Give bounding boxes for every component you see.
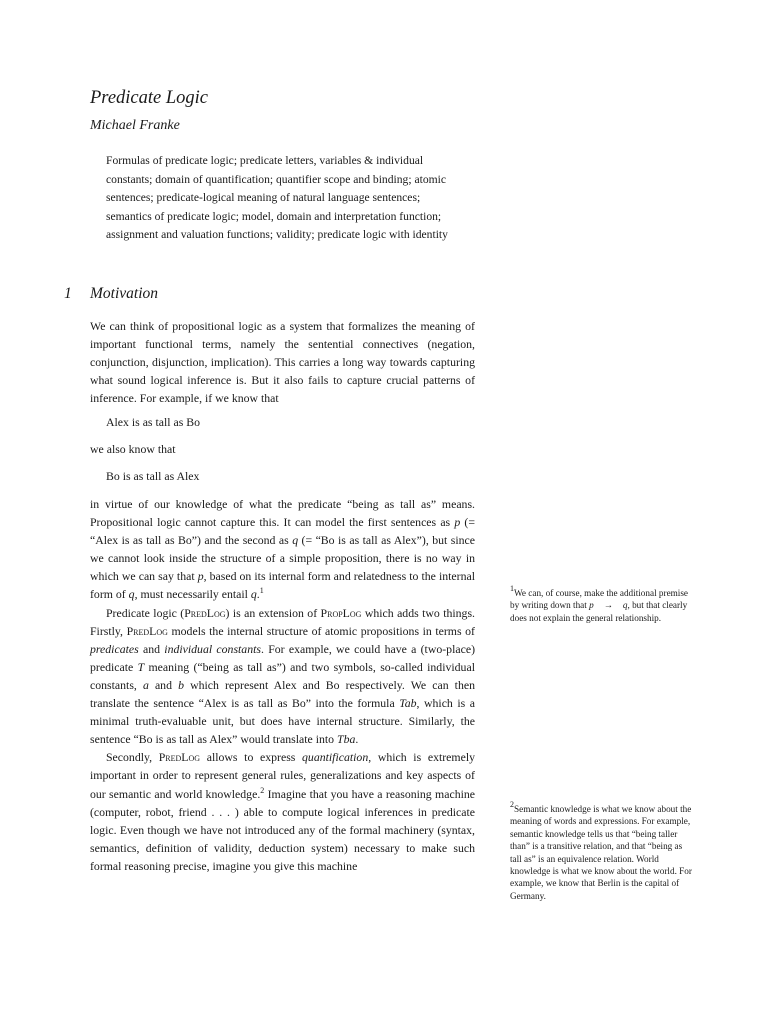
example-sentence-2: Bo is as tall as Alex <box>106 469 200 483</box>
body-column <box>90 495 475 875</box>
section-title: Motivation <box>90 285 159 302</box>
paragraph-predlog-intro: Predicate logic (PredLog) is an extension of PropLog which adds two things. Firstly, PredLog models the internal structure of atomic propositions in terms of predicates and individual constants. For example, we could have a (two-place) predicate T meaning (“being as tall as”) and two symbols, so-called individual constants, a and b which represent Alex and Bo respectively. We can then translate the sentence “Alex is as tall as Bo” into the formula Tab, which is a minimal truth-evaluable unit, but does have internal structure. Similarly, the sentence “Bo is as tall as Alex” would translate into Tba. <box>90 605 475 747</box>
paragraph-bridge: we also know that <box>90 442 176 456</box>
sidenote-1-mark: 1 <box>510 584 514 593</box>
page-title: Predicate Logic <box>90 88 208 108</box>
footnote-ref-2[interactable]: 2 <box>260 785 265 795</box>
abstract: Formulas of predicate logic; predicate letters, variables & individual constants; domain of quantification; quantifier scope and binding; atomic sentences; predicate-logical meaning of natural language sentences; semantics of predicate logic; model, domain and interpretation function; assignment and valuation functions; validity; predicate logic with identity <box>106 154 448 242</box>
section-number: 1 <box>64 285 72 302</box>
implication-arrow: → <box>603 600 613 611</box>
paragraph-propositional-limits: in virtue of our knowledge of what the predicate “being as tall as” means. Propositional logic cannot capture this. It can model the first sentences as p (= “Alex is as tall as Bo”) and the second as q (= “Bo is as tall as Alex”), but since we cannot look inside the structure of a simple proposition, there is no way in which we can say that p, based on its internal form and relatedness to the internal form of q, must necessarily entail q.$^1$ <box>90 497 475 602</box>
sidenote-1: $^1$We can, of course, make the additional premise by writing down that p → q, but that clearly does not explain the general relationship. <box>510 584 689 623</box>
paragraph-intro: We can think of propositional logic as a system that formalizes the meaning of important functional terms, namely the sentential connectives (negation, conjunction, disjunction, implication). This carries a long way towards capturing what sound logical inference is. But it also fails to capture crucial patterns of inference. For example, if we know that <box>90 319 475 406</box>
paragraph-quantification: Secondly, PredLog allows to express quantification, which is extremely important in order to represent general rules, generalizations and key aspects of our semantic and world knowledge.$^2$ Imagine that you have a reasoning machine (computer, robot, friend . . . ) able to compute logical inferences in predicate logic. Even though we have not introduced any of the formal machinery (syntax, semantics, definition of validity, deduction system) necessary to make such formal reasoning precise, imagine you give this machine <box>90 750 476 873</box>
footnote-ref-1[interactable]: 1 <box>259 586 264 596</box>
sidenote-2: $^2$Semantic knowledge is what we know about the meaning of words and expressions. For example, semantic knowledge tells us that “being taller than” is a transitive relation, and that “being as tall as” is an equivalence relation. World knowledge is what we know about the world. For example, we know that Berlin is the capital of Germany. <box>510 800 692 901</box>
author-name: Michael Franke <box>90 118 180 133</box>
sidenote-2-mark: 2 <box>510 800 514 809</box>
example-sentence-1: Alex is as tall as Bo <box>106 415 201 429</box>
